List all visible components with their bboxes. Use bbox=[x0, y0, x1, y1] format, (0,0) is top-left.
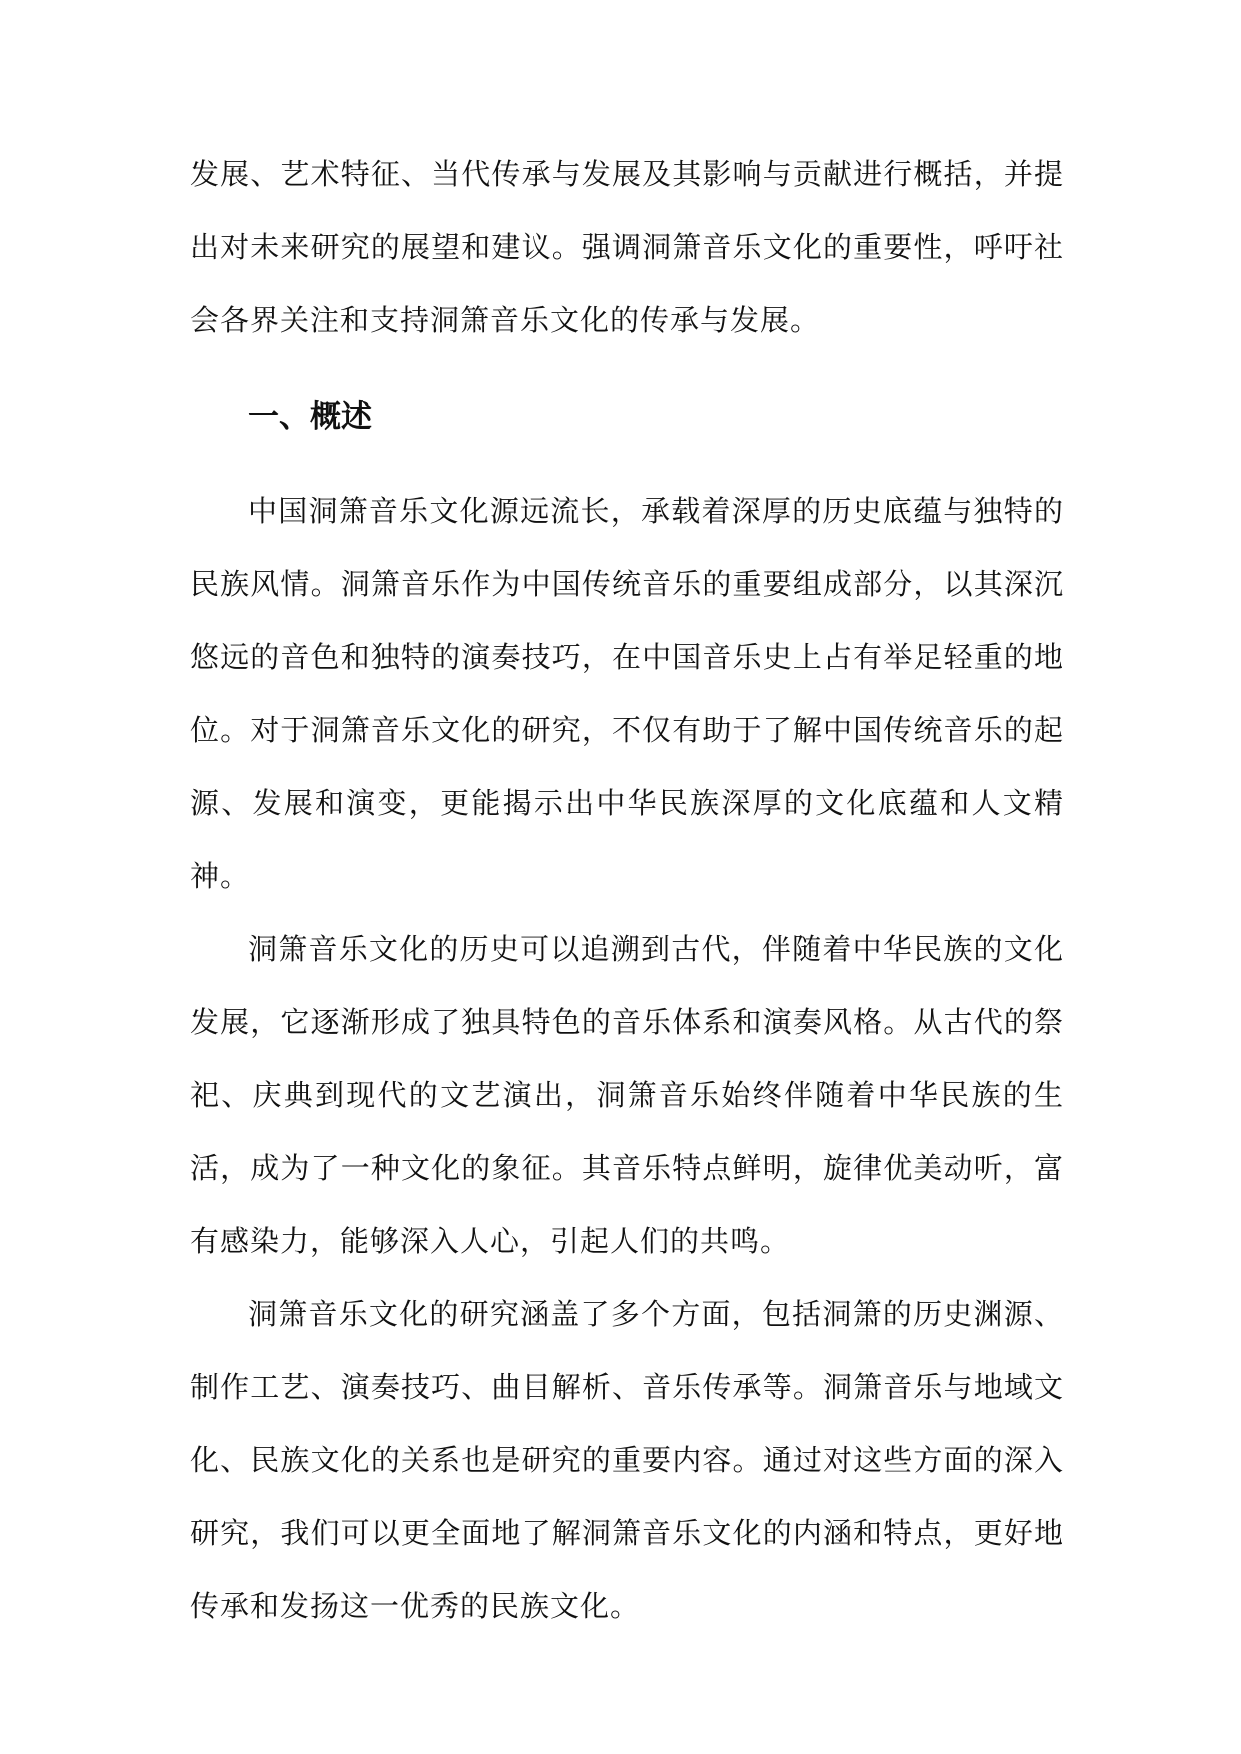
section-heading: 一、概述 bbox=[248, 399, 372, 435]
body-paragraph-2: 洞箫音乐文化的历史可以追溯到古代，伴随着中华民族的文化发展，它逐渐形成了独具特色的音乐体系和演奏风格。从古代的祭祀、庆典到现代的文艺演出，洞箫音乐始终伴随着中华民族的生活，成为了一种文化的象征。其音乐特点鲜明，旋律优美动听，富有感染力，能够深入人心，引起人们的共鸣。 bbox=[190, 932, 1064, 1258]
body-paragraph-3: 洞箫音乐文化的研究涵盖了多个方面，包括洞箫的历史渊源、制作工艺、演奏技巧、曲目解析、音乐传承等。洞箫音乐与地域文化、民族文化的关系也是研究的重要内容。通过对这些方面的深入研究，我们可以更全面地了解洞箫音乐文化的内涵和特点，更好地传承和发扬这一优秀的民族文化。 bbox=[190, 1297, 1064, 1623]
intro-paragraph: 发展、艺术特征、当代传承与发展及其影响与贡献进行概括，并提出对未来研究的展望和建议。强调洞箫音乐文化的重要性，呼吁社会各界关注和支持洞箫音乐文化的传承与发展。 bbox=[190, 157, 1064, 337]
body-paragraph-1: 中国洞箫音乐文化源远流长，承载着深厚的历史底蕴与独特的民族风情。洞箫音乐作为中国传统音乐的重要组成部分，以其深沉悠远的音色和独特的演奏技巧，在中国音乐史上占有举足轻重的地位。对于洞箫音乐文化的研究，不仅有助于了解中国传统音乐的起源、发展和演变，更能揭示出中华民族深厚的文化底蕴和人文精神。 bbox=[190, 494, 1064, 893]
document-page bbox=[190, 138, 1064, 1643]
